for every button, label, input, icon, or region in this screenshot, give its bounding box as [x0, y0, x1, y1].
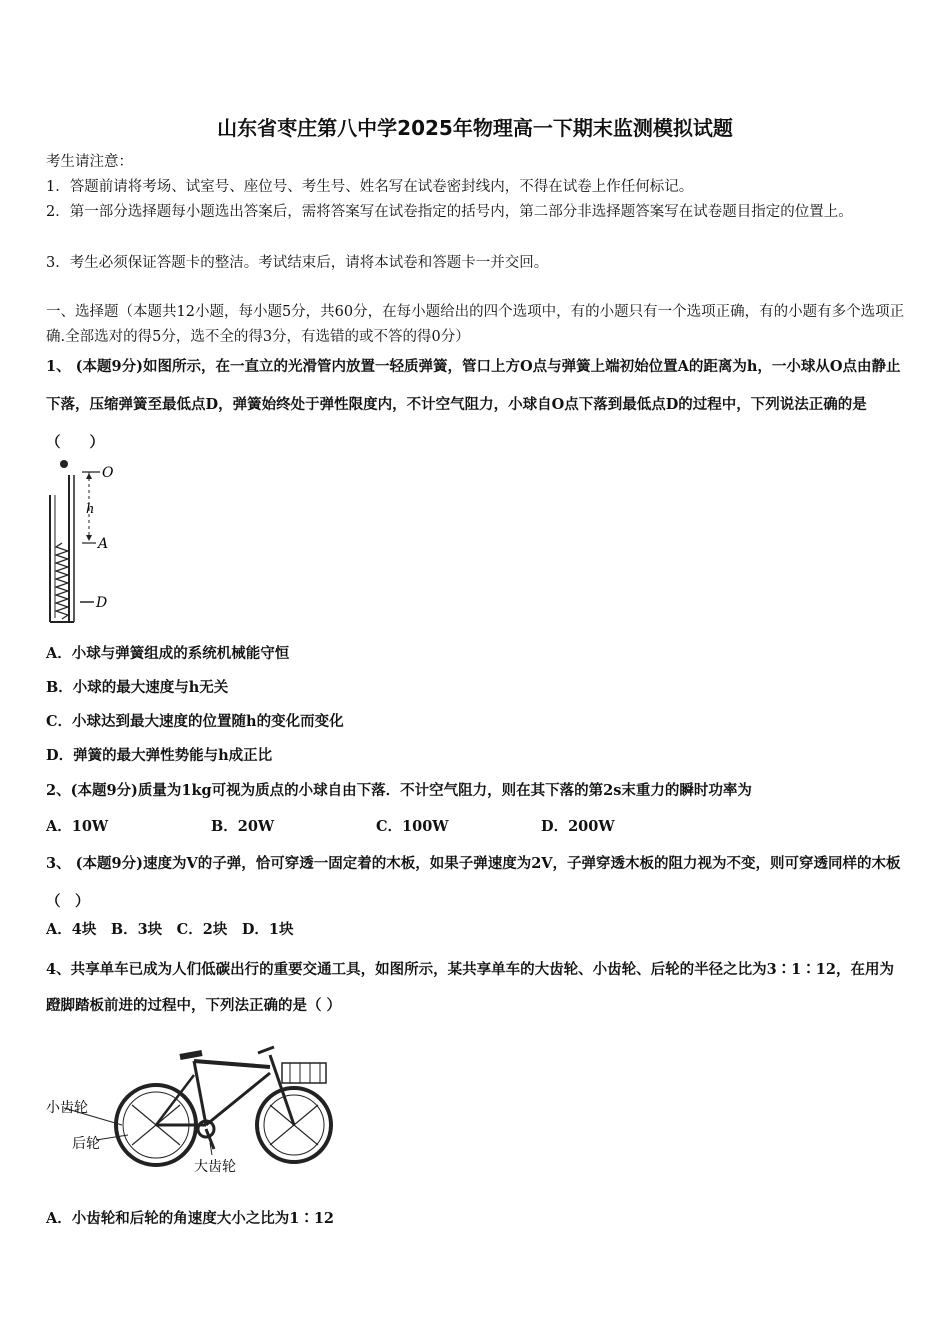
q4-option-a: A．小齿轮和后轮的角速度大小之比为1∶12: [46, 1210, 335, 1227]
label-d: D: [96, 595, 108, 611]
q4-stem: 4、共享单车已成为人们低碳出行的重要交通工具，如图所示，某共享单车的大齿轮、小齿轮、后轮的半径之比为3∶1∶12，在用为蹬脚踏板前进的过程中，下列法正确的是（ ）: [46, 961, 894, 1014]
spring-icon: [56, 543, 68, 619]
q2-option-d: D．200W: [541, 818, 615, 835]
label-big-gear: 大齿轮: [194, 1159, 236, 1175]
q3-stem: 3、 (本题9分)速度为V的子弹，恰可穿透一固定着的木板，如果子弹速度为2V，子弹穿透木板的阻力视为不变，则可穿透同样的木板（ ）: [46, 855, 901, 910]
label-small-gear: 小齿轮: [46, 1100, 88, 1116]
q1-option-a: A．小球与弹簧组成的系统机械能守恒: [46, 645, 290, 662]
label-rear-wheel: 后轮: [72, 1136, 100, 1152]
notice-item-3: 3．考生必须保证答题卡的整洁。考试结束后，请将本试卷和答题卡一并交回。: [46, 255, 549, 271]
section-heading: 一、选择题（本题共12小题，每小题5分，共60分，在每小题给出的四个选项中，有的小题只有一个选项正确，有的小题有多个选项正确.全部选对的得5分，选不全的得3分，有选错的或不答的得0分）: [46, 304, 905, 345]
page-title: 山东省枣庄第八中学2025年物理高一下期末监测模拟试题: [217, 116, 733, 140]
q1-option-d: D．弹簧的最大弹性势能与h成正比: [46, 747, 273, 764]
ball-icon: [60, 460, 68, 468]
q2-option-a: A．10W: [46, 818, 109, 835]
q3-options: A．4块 B．3块 C．2块 D．1块: [46, 921, 294, 938]
notice-heading: 考生请注意：: [46, 154, 133, 170]
label-o: O: [102, 465, 114, 481]
spring-tube-figure: [44, 455, 134, 630]
q1-option-b: B．小球的最大速度与h无关: [46, 679, 229, 696]
bicycle-figure: [44, 1025, 334, 1180]
q1-option-c: C．小球达到最大速度的位置随h的变化而变化: [46, 713, 344, 730]
q2-option-b: B．20W: [211, 818, 275, 835]
notice-item-1: 1．答题前请将考场、试室号、座位号、考生号、姓名写在试卷密封线内，不得在试卷上作任何标记。: [46, 179, 694, 195]
q2-option-c: C．100W: [376, 818, 449, 835]
q2-stem: 2、(本题9分)质量为1kg可视为质点的小球自由下落．不计空气阻力，则在其下落的第2s末重力的瞬时功率为: [46, 782, 752, 799]
q1-stem: 1、 (本题9分)如图所示，在一直立的光滑管内放置一轻质弹簧，管口上方O点与弹簧上端初始位置A的距离为h，一小球从O点由静止下落，压缩弹簧至最低点D，弹簧始终处于弹性限度内，不计空气阻力，小球自O点下落到最低点D的过程中，下列说法正确的是（ ）: [46, 358, 901, 451]
notice-item-2: 2．第一部分选择题每小题选出答案后，需将答案写在试卷指定的括号内，第二部分非选择题答案写在试卷题目指定的位置上。: [46, 204, 853, 220]
label-h: h: [86, 502, 95, 517]
label-a: A: [98, 536, 109, 552]
